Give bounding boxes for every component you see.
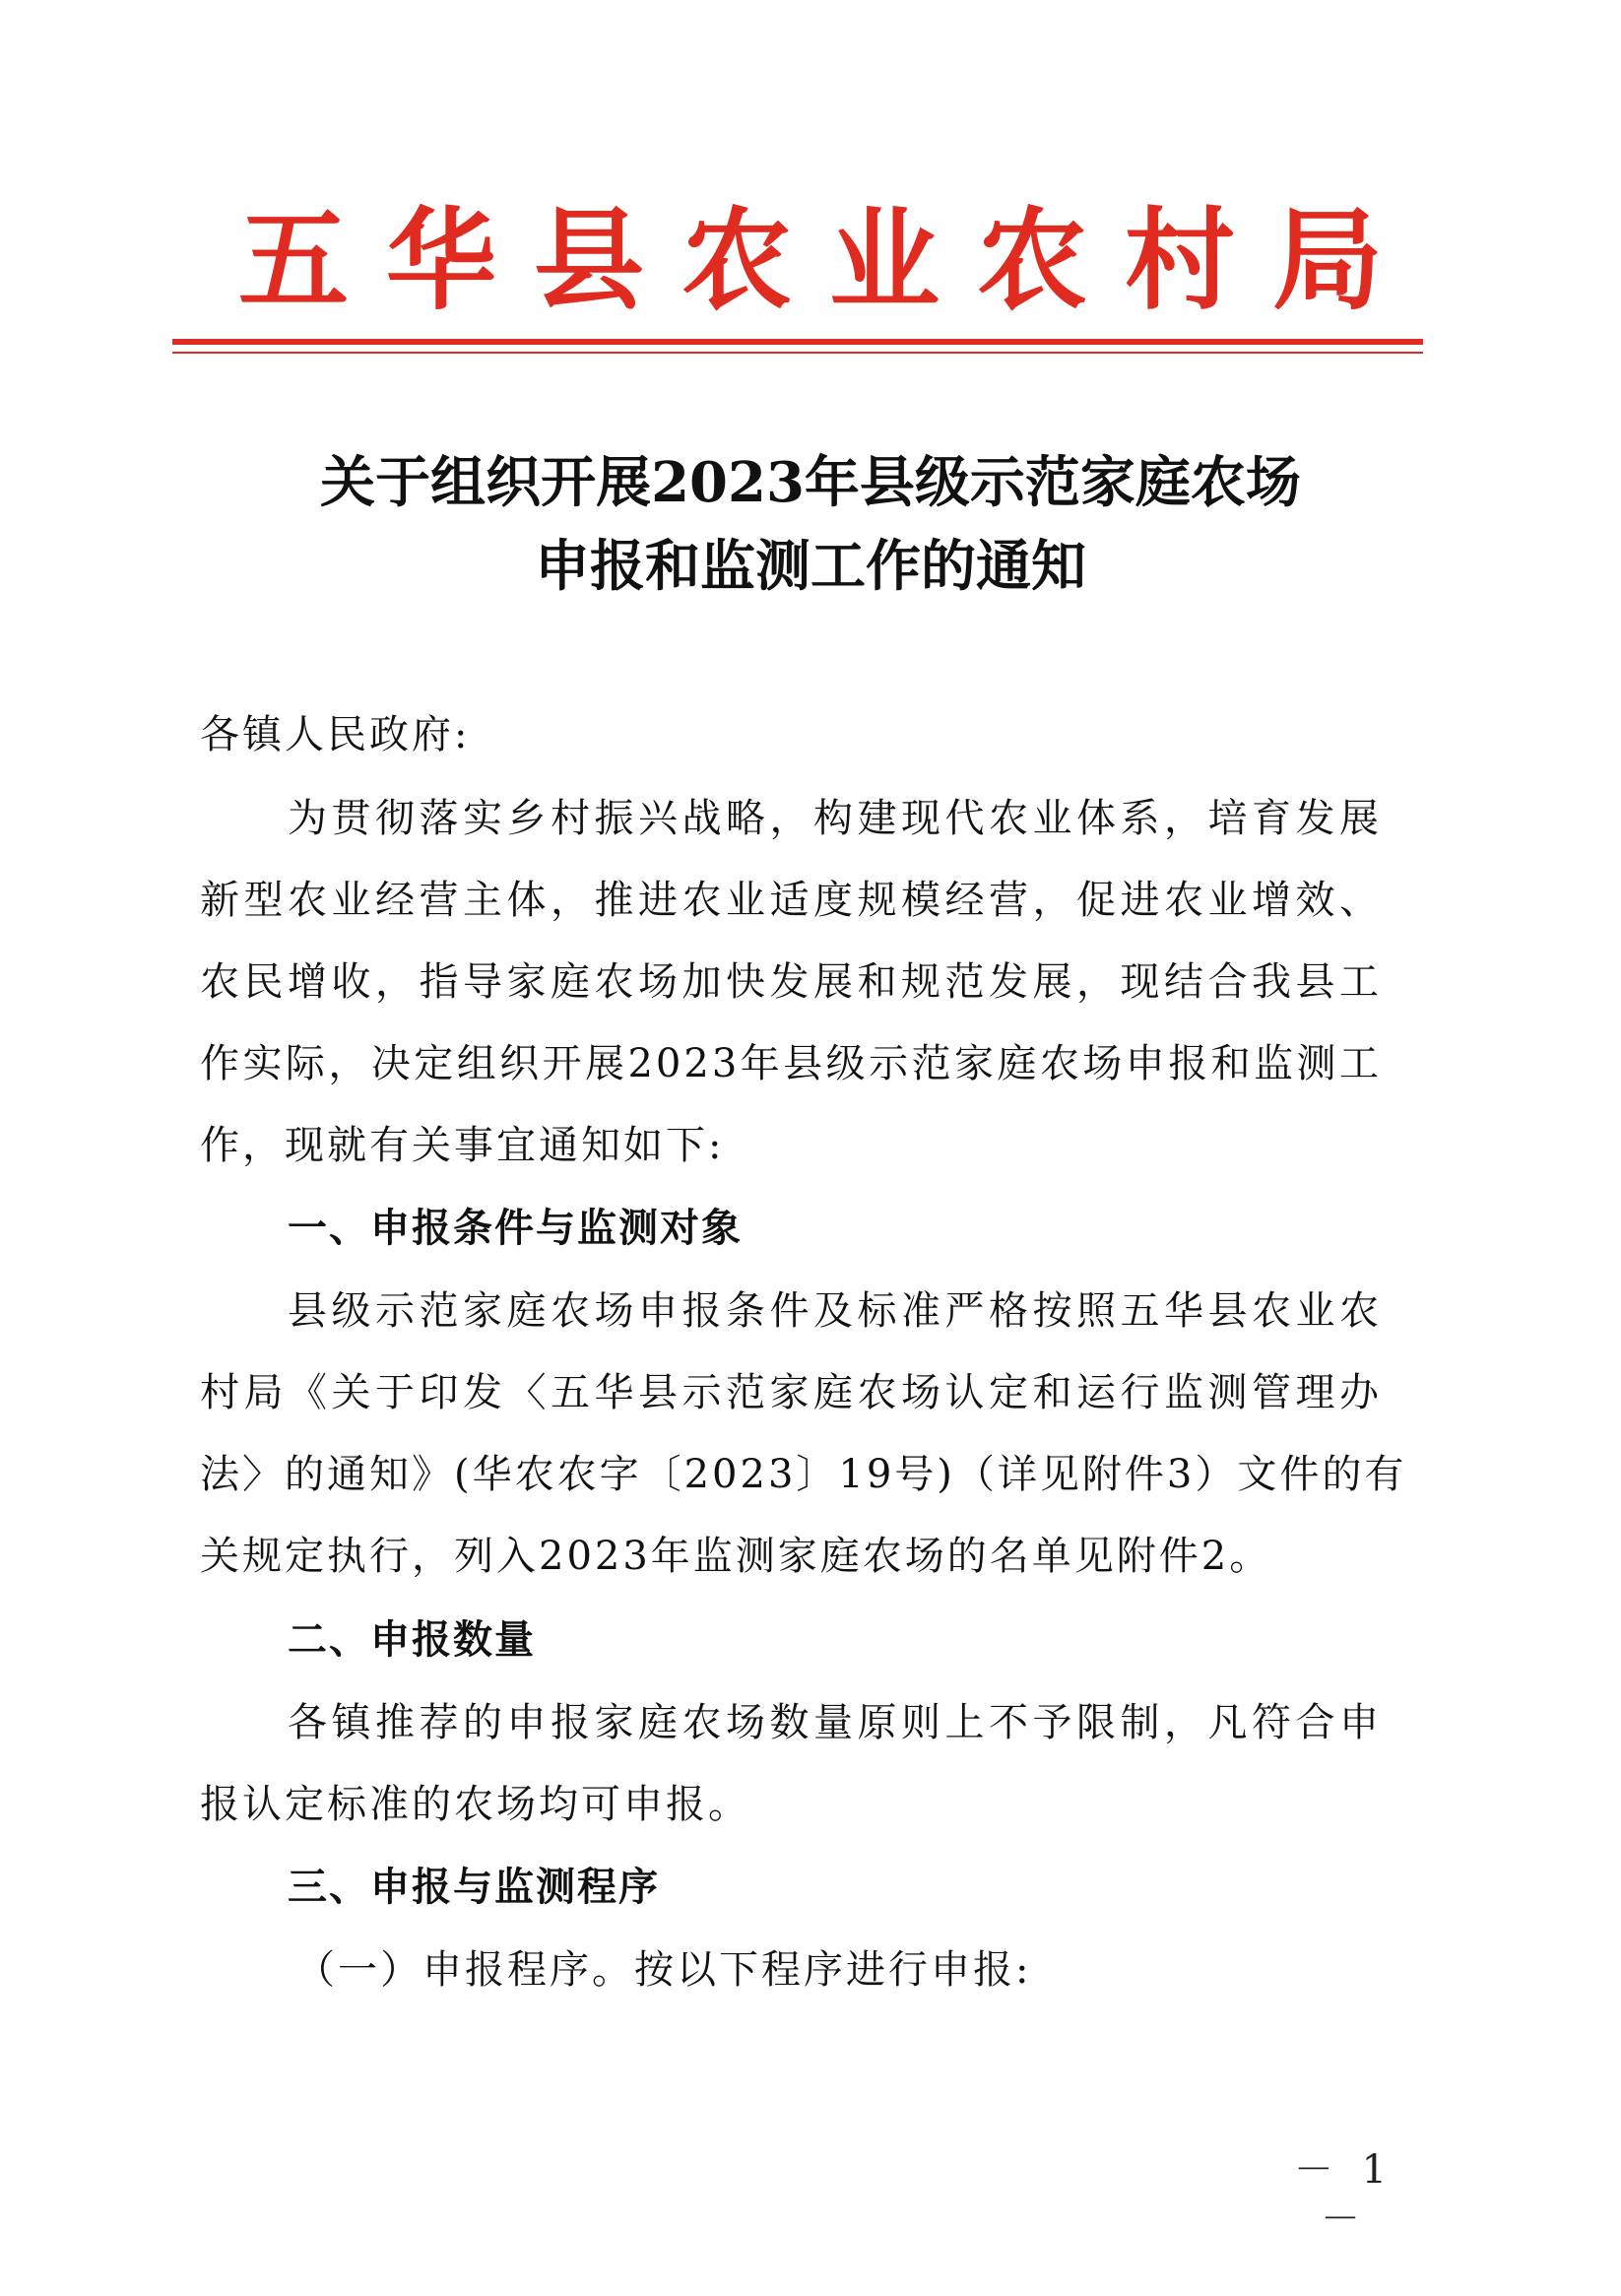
body-line: 农民增收，指导家庭农场加快发展和规范发展，现结合我县工	[200, 959, 1382, 1005]
section-1-line: 关规定执行，列入2023年监测家庭农场的名单见附件2。	[200, 1534, 1272, 1579]
body-line: 作实际，决定组织开展2023年县级示范家庭农场申报和监测工	[200, 1041, 1382, 1086]
section-1-line: 村局《关于印发〈五华县示范家庭农场认定和运行监测管理办	[200, 1370, 1382, 1415]
section-3-line: （一）申报程序。按以下程序进行申报:	[295, 1947, 1032, 1993]
page-number: － 1 －	[1293, 2147, 1395, 2242]
section-2-line: 各镇推荐的申报家庭农场数量原则上不予限制，凡符合申	[288, 1700, 1382, 1745]
section-3-heading: 三、申报与监测程序	[288, 1865, 660, 1910]
document-title-line-1: 关于组织开展2023年县级示范家庭农场	[320, 450, 1301, 515]
letterhead-org-name: 五华县农业农村局	[238, 196, 1420, 325]
section-1-line: 县级示范家庭农场申报条件及标准严格按照五华县农业农	[288, 1288, 1382, 1334]
body-line: 新型农业经营主体，推进农业适度规模经营，促进农业增效、	[200, 878, 1382, 923]
section-1-line: 法〉的通知》(华农农字〔2023〕19号)（详见附件3）文件的有	[200, 1452, 1407, 1497]
section-2-line: 报认定标准的农场均可申报。	[200, 1782, 750, 1827]
body-line: 作，现就有关事宜通知如下:	[200, 1123, 725, 1168]
section-1-heading: 一、申报条件与监测对象	[288, 1206, 743, 1251]
letterhead-red-rule-thin	[172, 352, 1423, 354]
body-line: 为贯彻落实乡村振兴战略，构建现代农业体系，培育发展	[288, 796, 1382, 841]
salutation: 各镇人民政府:	[200, 712, 471, 757]
section-2-heading: 二、申报数量	[288, 1617, 536, 1663]
letterhead-red-rule-thick	[172, 339, 1423, 345]
document-title-line-2: 申报和监测工作的通知	[535, 534, 1086, 599]
